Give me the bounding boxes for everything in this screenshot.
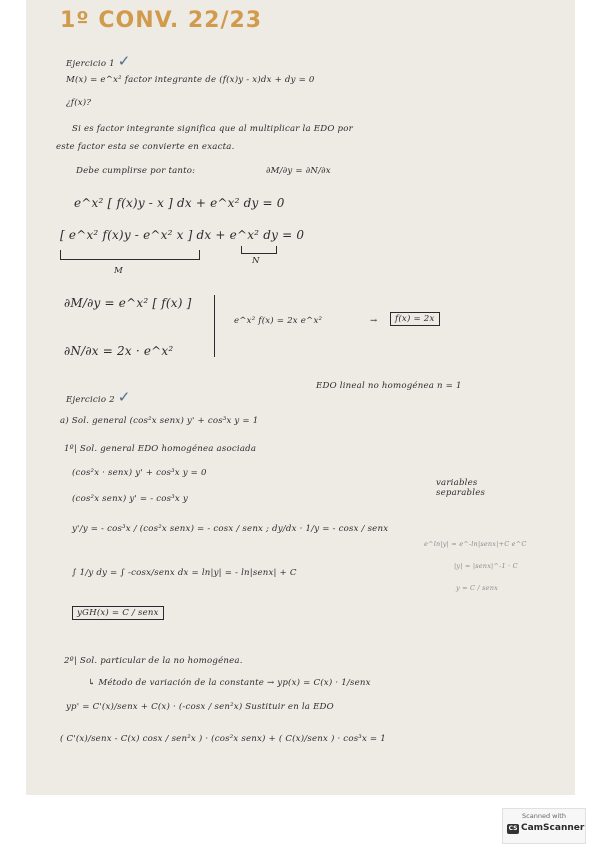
step-heading: 1º| Sol. general EDO homogénea asociada: [64, 444, 257, 454]
result-box: f(x) = 2x: [390, 312, 440, 326]
page-title: 1º CONV. 22/23: [60, 8, 263, 33]
camscanner-icon: CS: [508, 825, 518, 832]
checkmark-icon: ✓: [117, 388, 131, 406]
scanned-with-label: Scanned with: [522, 812, 566, 820]
faint-note: y = C / senx: [456, 584, 498, 592]
notebook-page: [26, 0, 575, 795]
camscanner-watermark: [502, 808, 586, 844]
faint-note: e^ln|y| = e^-ln|senx|+C e^C: [424, 540, 527, 548]
text-line: M(x) = e^x² factor integrante de (f(x)y - x)dx + dy = 0: [66, 75, 315, 85]
equation-line: ∫ 1/y dy = ∫ -cosx/senx dx = ln|y| = - ln|senx| + C: [72, 568, 297, 578]
text-line: ¿f(x)?: [66, 98, 92, 108]
equation-line: [ e^x² f(x)y - e^x² x ] dx + e^x² dy = 0: [60, 228, 305, 242]
equation-line: e^x² [ f(x)y - x ] dx + e^x² dy = 0: [74, 196, 285, 210]
equation-line: ( C'(x)/senx - C(x) cosx / sen²x ) · (cos²x senx) + ( C(x)/senx ) · cos³x = 1: [60, 734, 386, 744]
partial-n: ∂N/∂x = 2x · e^x²: [64, 344, 174, 358]
underbrace-m: [60, 250, 200, 260]
label-m: M: [114, 266, 123, 276]
homogeneous-solution-box: yGH(x) = C / senx: [72, 606, 164, 620]
text-line: este factor esta se convierte en exacta.: [56, 142, 235, 152]
step-heading: 2º| Sol. particular de la no homogénea.: [64, 656, 243, 666]
equation-line: yp' = C'(x)/senx + C(x) · (-cosx / sen²x) Sustituir en la EDO: [66, 702, 334, 712]
annotation-edo: EDO lineal no homogénea n = 1: [316, 381, 462, 391]
text-line: Debe cumplirse por tanto:: [76, 166, 196, 176]
exercise-1-heading: Ejercicio 1 ✓: [66, 52, 131, 70]
underbrace-n: [241, 246, 277, 254]
arrow-icon: →: [370, 316, 378, 326]
label-n: N: [252, 256, 260, 266]
camscanner-brand: CamScanner: [521, 823, 585, 833]
text-line: (cos²x senx) y' = - cos³x y: [72, 494, 188, 504]
faint-note: |y| = |senx|^-1 · C: [454, 562, 518, 570]
text-line: a) Sol. general (cos²x senx) y' + cos³x y = 1: [60, 416, 259, 426]
equality-line: e^x² f(x) = 2x e^x²: [234, 316, 323, 326]
text-line: (cos²x · senx) y' + cos³x y = 0: [72, 468, 207, 478]
equation-line: y'/y = - cos³x / (cos²x senx) = - cosx / senx ; dy/dx · 1/y = - cosx / senx: [72, 524, 389, 534]
exactness-condition: ∂M/∂y = ∂N/∂x: [266, 166, 331, 176]
checkmark-icon: ✓: [117, 52, 131, 70]
exercise-2-heading: Ejercicio 2 ✓: [66, 388, 131, 406]
bracket-line: [214, 295, 215, 357]
annotation-separables: variables separables: [436, 478, 486, 498]
text-line: ↳ Método de variación de la constante → yp(x) = C(x) · 1/senx: [88, 678, 371, 688]
text-line: Si es factor integrante significa que al multiplicar la EDO por: [72, 124, 353, 134]
partial-m: ∂M/∂y = e^x² [ f(x) ]: [64, 296, 192, 310]
